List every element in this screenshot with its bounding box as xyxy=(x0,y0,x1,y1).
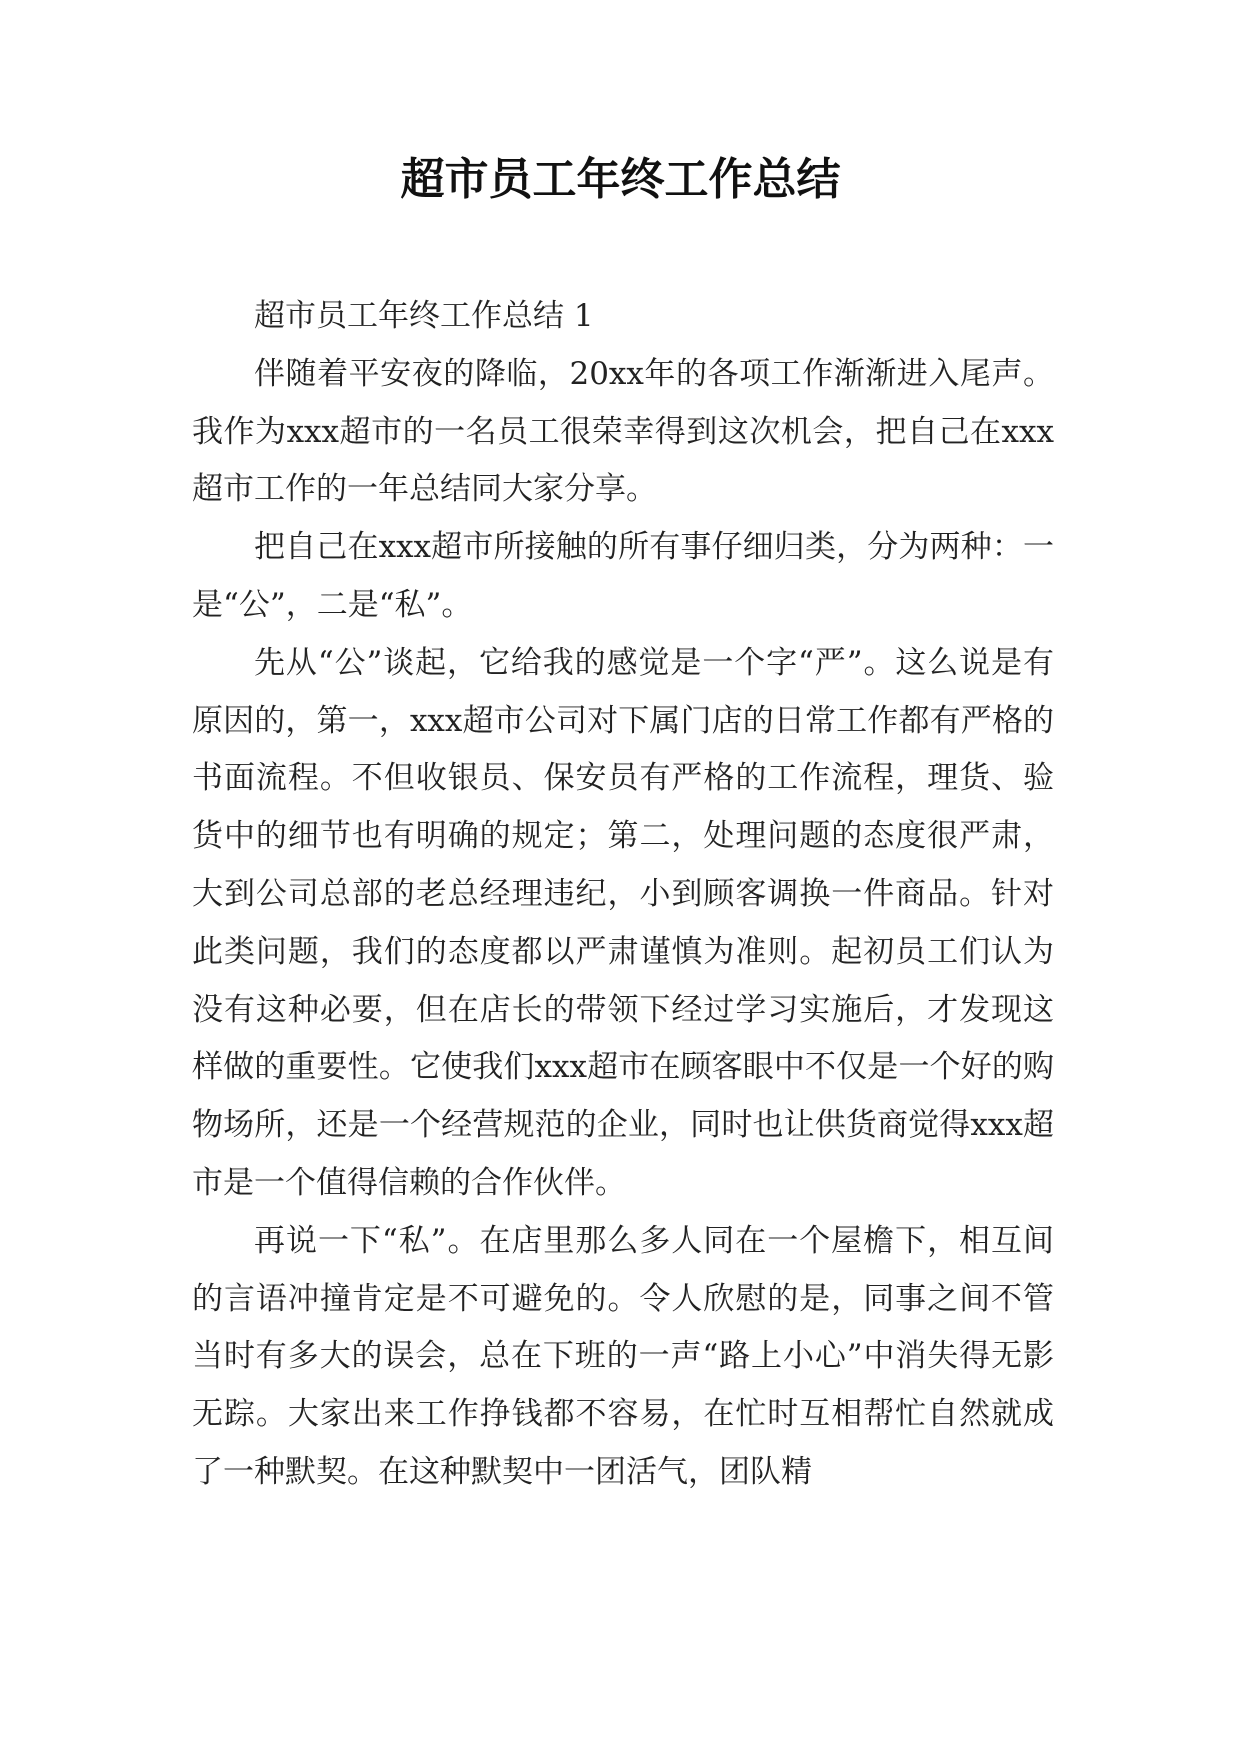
document-title: 超市员工年终工作总结 xyxy=(400,154,841,205)
paragraph-4: 再说一下“私”。在店里那么多人同在一个屋檐下，相互间的言语冲撞肯定是不可避免的。令人欣慰的是，同事之间不管当时有多大的误会，总在下班的一声“路上小心”中消失得无影无踪。大家出来工作挣钱都不容易，在忙时互相帮忙自然就成了一种默契。在这种默契中一团活气，团队精 xyxy=(192,1222,1054,1490)
section-heading: 超市员工年终工作总结 1 xyxy=(254,298,594,334)
document-body xyxy=(192,288,1054,1502)
paragraph-1: 伴随着平安夜的降临，20xx年的各项工作渐渐进入尾声。我作为xxx超市的一名员工很荣幸得到这次机会，把自己在xxx超市工作的一年总结同大家分享。 xyxy=(192,355,1054,508)
paragraph-3: 先从“公”谈起，它给我的感觉是一个字“严”。这么说是有原因的，第一，xxx超市公司对下属门店的日常工作都有严格的书面流程。不但收银员、保安员有严格的工作流程，理货、验货中的细节也有明确的规定；第二，处理问题的态度很严肃，大到公司总部的老总经理违纪，小到顾客调换一件商品。针对此类问题，我们的态度都以严肃谨慎为准则。起初员工们认为没有这种必要，但在店长的带领下经过学习实施后，才发现这样做的重要性。它使我们xxx超市在顾客眼中不仅是一个好的购物场所，还是一个经营规范的企业，同时也让供货商觉得xxx超市是一个值得信赖的合作伙伴。 xyxy=(192,644,1054,1201)
paragraph-2: 把自己在xxx超市所接触的所有事仔细归类，分为两种：一是“公”，二是“私”。 xyxy=(192,529,1054,623)
